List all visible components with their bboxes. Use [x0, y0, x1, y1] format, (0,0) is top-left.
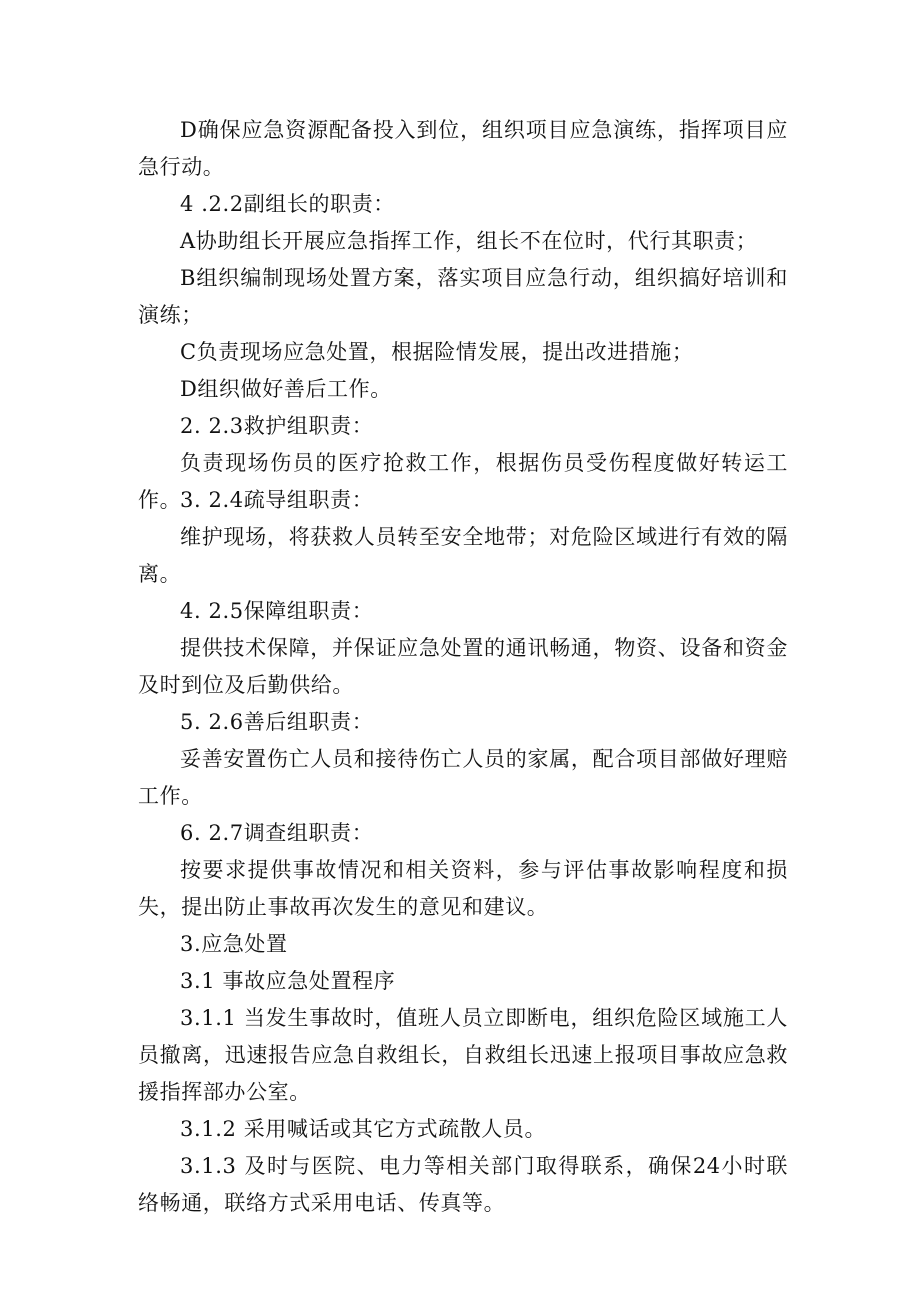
- paragraph-aftermath-group: 妥善安置伤亡人员和接待伤亡人员的家属，配合项目部做好理赔工作。: [138, 747, 788, 808]
- paragraph-investigation-group: 按要求提供事故情况和相关资料，参与评估事故影响程度和损失，提出防止事故再次发生的意见和建议。: [138, 858, 788, 919]
- heading-deputy-leader-duties: 4 .2.2副组长的职责：: [180, 192, 395, 216]
- paragraph-support-group: 提供技术保障，并保证应急处置的通讯畅通，物资、设备和资金及时到位及后勤供给。: [138, 636, 788, 697]
- paragraph-deputy-d: D组织做好善后工作。: [180, 377, 392, 401]
- paragraph-deputy-c: C负责现场应急处置，根据险情发展，提出改进措施；: [180, 340, 694, 364]
- heading-guidance-group-duties: 3. 2.4疏导组职责：: [180, 488, 374, 512]
- paragraph-rescue-group: 负责现场伤员的医疗抢救工作，根据伤员受伤程度做好转运工作。: [138, 451, 788, 512]
- heading-support-group-duties: 4. 2.5保障组职责：: [180, 599, 374, 623]
- paragraph-step-3-1-3: 3.1.3 及时与医院、电力等相关部门取得联系，确保24小时联络畅通，联络方式采用电话、传真等。: [138, 1154, 788, 1215]
- paragraph-deputy-a: A协助组长开展应急指挥工作，组长不在位时，代行其职责；: [180, 229, 758, 253]
- paragraph-deputy-b: B组织编制现场处置方案，落实项目应急行动，组织搞好培训和演练；: [138, 266, 788, 327]
- heading-rescue-group-duties: 2. 2.3救护组职责：: [180, 414, 374, 438]
- heading-emergency-response: 3.应急处置: [180, 932, 288, 956]
- paragraph-d-resources: D确保应急资源配备投入到位，组织项目应急演练，指挥项目应急行动。: [138, 118, 788, 179]
- heading-aftermath-group-duties: 5. 2.6善后组职责：: [180, 710, 374, 734]
- paragraph-step-3-1-2: 3.1.2 采用喊话或其它方式疏散人员。: [180, 1117, 547, 1141]
- heading-accident-procedure: 3.1 事故应急处置程序: [180, 969, 396, 993]
- paragraph-step-3-1-1: 3.1.1 当发生事故时，值班人员立即断电，组织危险区域施工人员撤离，迅速报告应急自救组长，自救组长迅速上报项目事故应急救援指挥部办公室。: [138, 1006, 788, 1104]
- heading-investigation-group-duties: 6. 2.7调查组职责：: [180, 821, 374, 845]
- paragraph-guidance-group: 维护现场，将获救人员转至安全地带；对危险区域进行有效的隔离。: [138, 525, 788, 586]
